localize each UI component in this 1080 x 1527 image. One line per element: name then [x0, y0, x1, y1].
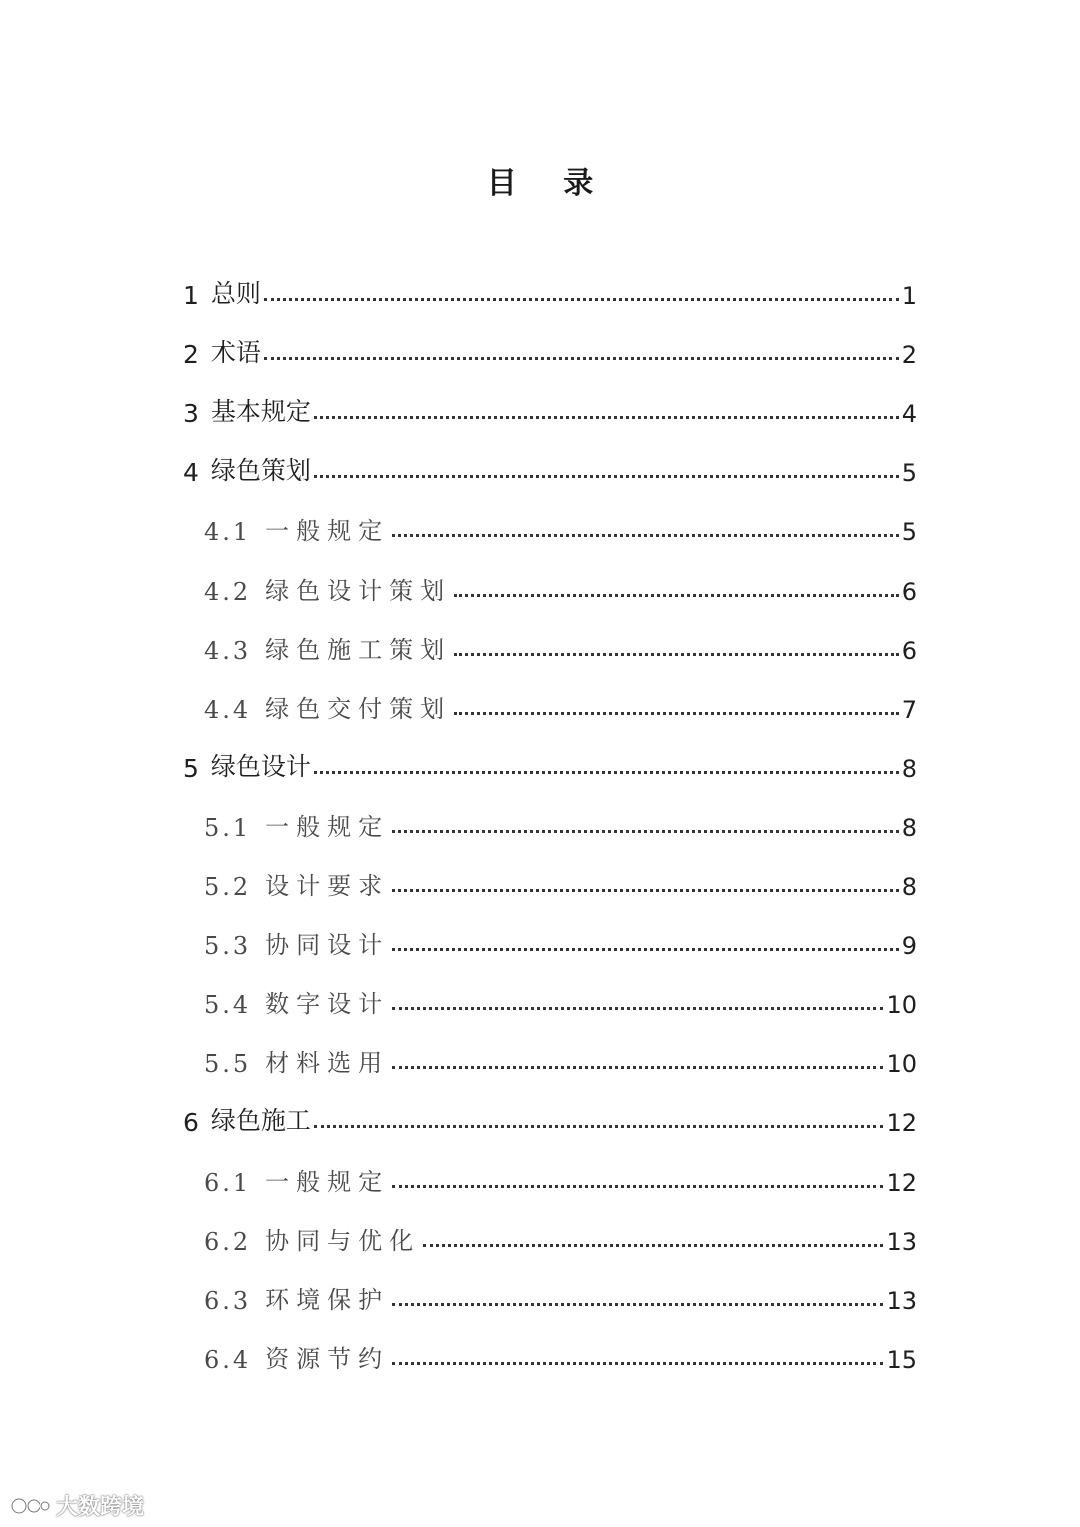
- dot-leader: [392, 1362, 883, 1365]
- toc-entry-label: 一般规定: [265, 1167, 390, 1196]
- toc-entry-page-number: 4: [901, 400, 917, 429]
- toc-entry-page-number: 9: [901, 932, 917, 961]
- toc-entry-label: 术语: [210, 338, 261, 368]
- toc-entry-number: 5: [183, 753, 199, 783]
- dot-leader: [392, 1066, 883, 1069]
- dot-leader: [392, 889, 899, 892]
- dot-leader: [314, 771, 899, 774]
- toc-entry-label: 数字设计: [265, 990, 390, 1019]
- toc-entry[interactable]: [183, 270, 917, 310]
- toc-entry-number: 4.4: [204, 695, 252, 724]
- dot-leader: [454, 653, 899, 656]
- toc-entry-page-number: 6: [901, 636, 917, 665]
- toc-entry-page-number: 13: [886, 1286, 917, 1315]
- toc-entry-page-number: 10: [886, 1050, 917, 1079]
- toc-entry[interactable]: [204, 1216, 917, 1256]
- toc-entry[interactable]: [204, 1275, 917, 1315]
- toc-entry-number: 6: [183, 1108, 199, 1138]
- toc-entry-label: 资源节约: [265, 1344, 390, 1373]
- toc-entry[interactable]: [183, 388, 917, 428]
- dot-leader: [392, 1007, 883, 1010]
- toc-entry-label: 环境保护: [265, 1285, 390, 1314]
- toc-entry-page-number: 5: [901, 518, 917, 547]
- toc-entry-number: 5.4: [204, 991, 252, 1020]
- toc-entry-number: 2: [183, 340, 199, 370]
- toc-entry-number: 4: [183, 458, 199, 488]
- toc-entry[interactable]: [183, 329, 917, 369]
- dot-leader: [392, 830, 899, 833]
- toc-entry-number: 3: [183, 399, 199, 429]
- toc-entry-page-number: 12: [886, 1109, 917, 1138]
- toc-entry[interactable]: [183, 1097, 917, 1137]
- toc-entry-label: 绿色设计策划: [265, 576, 452, 605]
- toc-entry-number: 4.3: [204, 636, 252, 665]
- toc-entry[interactable]: [204, 625, 917, 665]
- toc-entry[interactable]: [204, 920, 917, 960]
- toc-entry-page-number: 1: [901, 282, 917, 310]
- toc-entry-page-number: 2: [901, 341, 917, 370]
- toc-entry-label: 总则: [210, 279, 261, 308]
- dot-leader: [314, 1125, 884, 1128]
- toc-entry[interactable]: [183, 447, 917, 487]
- dot-leader: [264, 298, 899, 301]
- dot-leader: [314, 416, 899, 419]
- toc-entry-page-number: 8: [901, 754, 917, 783]
- toc-entry-number: 5.5: [204, 1050, 252, 1079]
- toc-entry[interactable]: [204, 1038, 917, 1078]
- dot-leader: [314, 475, 899, 478]
- toc-entry-number: 6.4: [204, 1345, 252, 1374]
- toc-entry-label: 协同设计: [265, 931, 390, 960]
- toc-entry[interactable]: [204, 1157, 917, 1197]
- toc-entry[interactable]: [204, 1334, 917, 1374]
- dot-leader: [454, 712, 899, 715]
- dot-leader: [392, 1185, 883, 1188]
- toc-entry-label: 基本规定: [210, 397, 311, 427]
- toc-entry-page-number: 6: [901, 577, 917, 606]
- toc-entry-label: 一般规定: [265, 517, 390, 546]
- toc-entry-page-number: 10: [886, 991, 917, 1020]
- toc-entry-number: 1: [183, 281, 199, 310]
- toc-entry-number: 6.2: [204, 1227, 252, 1256]
- toc-entry-number: 6.1: [204, 1168, 252, 1197]
- toc-entry[interactable]: [204, 684, 917, 724]
- toc-entry-page-number: 7: [901, 695, 917, 724]
- dot-leader: [264, 357, 899, 360]
- toc-entry-page-number: 5: [901, 459, 917, 488]
- toc-entry[interactable]: [204, 566, 917, 606]
- toc-entry-number: 5.1: [204, 813, 252, 842]
- toc-entry-page-number: 8: [901, 873, 917, 901]
- toc-entry[interactable]: [204, 802, 917, 842]
- toc-entry-label: 绿色策划: [210, 456, 311, 486]
- toc-entry[interactable]: [204, 861, 917, 901]
- toc-entry-label: 一般规定: [265, 812, 390, 841]
- toc-entry-page-number: 13: [886, 1227, 917, 1256]
- watermark: [10, 1490, 144, 1521]
- toc-entry-label: 材料选用: [265, 1049, 390, 1078]
- toc-entry-page-number: 12: [886, 1168, 917, 1197]
- toc-entry-label: 绿色交付策划: [265, 694, 452, 723]
- toc-entry-label: 绿色施工: [210, 1106, 311, 1136]
- toc-entry-number: 6.3: [204, 1286, 252, 1315]
- dot-leader: [392, 1303, 883, 1306]
- dot-leader: [454, 594, 899, 597]
- watermark-text: 大数跨境: [56, 1495, 145, 1520]
- page-title: 目 录: [486, 166, 612, 201]
- toc-entry-label: 设计要求: [265, 872, 390, 900]
- toc-entry-page-number: 15: [886, 1345, 917, 1374]
- toc-entry-number: 4.1: [204, 518, 252, 547]
- toc-entry-number: 4.2: [204, 577, 252, 606]
- toc-entry[interactable]: [204, 979, 917, 1019]
- toc-entry-label: 协同与优化: [265, 1226, 421, 1255]
- toc-entry-number: 5.3: [204, 932, 252, 961]
- dot-leader: [392, 948, 899, 951]
- toc-entry-label: 绿色设计: [210, 751, 311, 781]
- toc-entry-label: 绿色施工策划: [265, 635, 452, 664]
- dot-leader: [423, 1244, 883, 1247]
- toc-entry-number: 5.2: [204, 873, 252, 901]
- dot-leader: [392, 534, 899, 537]
- toc-entry[interactable]: [204, 506, 917, 546]
- toc-entry[interactable]: [183, 743, 917, 783]
- brand-logo-icon: [10, 1494, 50, 1518]
- toc-entry-page-number: 8: [901, 813, 917, 842]
